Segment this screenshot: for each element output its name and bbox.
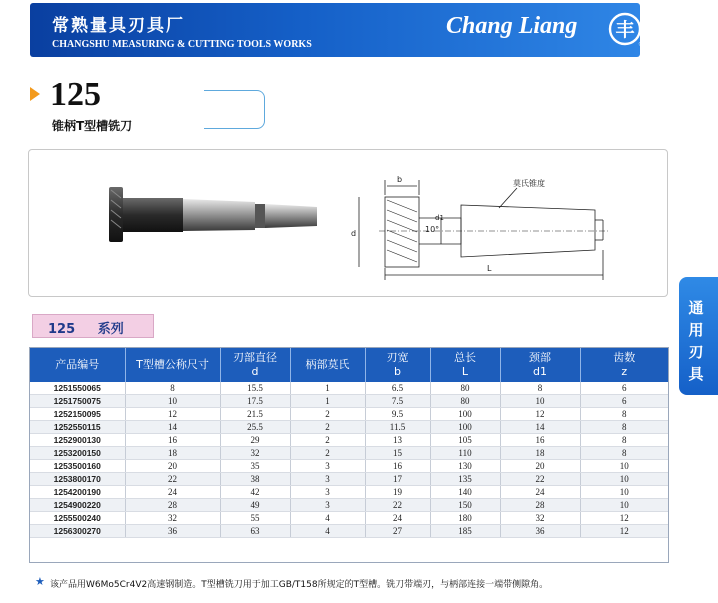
table-cell: 17.5	[220, 395, 290, 408]
table-cell: 12	[500, 408, 580, 421]
column-header-label: 颈部	[529, 351, 551, 364]
table-cell: 28	[125, 499, 220, 512]
product-illustration	[29, 150, 667, 296]
series-number: 125	[48, 322, 76, 337]
table-cell: 15	[365, 447, 430, 460]
footnote-text: 该产品用W6Mo5Cr4V2高速钢制造。T型槽铣刀用于加工GB/T158所规定的T型槽。铣刀带端刃，与柄部连接一端带侧隙角。	[50, 580, 549, 590]
table-cell: 12	[580, 525, 668, 538]
column-header-label: 齿数	[613, 351, 636, 364]
cutter-photo	[109, 187, 317, 242]
column-header-label: 刃宽	[386, 351, 409, 364]
product-code-cell: 1253200150	[30, 447, 125, 460]
table-row	[30, 525, 668, 538]
dim-label-angle: 10°	[425, 225, 440, 234]
table-cell: 1	[290, 395, 365, 408]
table-cell: 12	[580, 512, 668, 525]
table-cell: 8	[125, 382, 220, 395]
table-cell: 1	[290, 382, 365, 395]
product-code-cell: 1253800170	[30, 473, 125, 486]
table-cell: 4	[290, 512, 365, 525]
table-row	[30, 460, 668, 473]
table-cell: 14	[125, 421, 220, 434]
product-code-cell: 1252150095	[30, 408, 125, 421]
morse-taper-label: 莫氏锥度	[513, 179, 545, 188]
table-cell: 22	[125, 473, 220, 486]
dim-label-b: b	[397, 175, 403, 184]
table-cell: 21.5	[220, 408, 290, 421]
product-code-cell: 1252900130	[30, 434, 125, 447]
logo-glyph: 丰	[615, 19, 635, 41]
brand-name: Chang Liang	[446, 13, 578, 39]
table-cell: 16	[500, 434, 580, 447]
table-cell: 36	[500, 525, 580, 538]
column-header-label: 产品编号	[55, 358, 100, 371]
logo-registered-mark: ®	[638, 41, 644, 47]
table-cell: 11.5	[365, 421, 430, 434]
side-tab-char-4: 具	[688, 365, 704, 383]
company-name-en: CHANGSHU MEASURING & CUTTING TOOLS WORKS	[52, 39, 312, 50]
column-header-symbol: z	[621, 365, 628, 378]
table-cell: 10	[580, 460, 668, 473]
column-header-label: 柄部莫氏	[305, 358, 350, 371]
table-cell: 20	[125, 460, 220, 473]
table-cell: 18	[125, 447, 220, 460]
table-cell: 8	[580, 408, 668, 421]
table-cell: 25.5	[220, 421, 290, 434]
table-cell: 150	[430, 499, 500, 512]
table-cell: 6.5	[365, 382, 430, 395]
table-cell: 8	[580, 447, 668, 460]
table-cell: 185	[430, 525, 500, 538]
product-code-cell: 1251550065	[30, 382, 125, 395]
company-logo	[608, 11, 644, 47]
table-cell: 49	[220, 499, 290, 512]
series-text: 系列	[97, 322, 124, 337]
table-cell: 3	[290, 460, 365, 473]
table-cell: 8	[500, 382, 580, 395]
title-bracket-decoration	[204, 90, 265, 129]
table-cell: 24	[500, 486, 580, 499]
table-cell: 135	[430, 473, 500, 486]
column-header	[30, 348, 125, 382]
table-cell: 130	[430, 460, 500, 473]
table-cell: 3	[290, 473, 365, 486]
table-row	[30, 434, 668, 447]
column-header	[365, 348, 430, 382]
table-cell: 12	[125, 408, 220, 421]
product-code-cell: 1251750075	[30, 395, 125, 408]
product-name: 锥柄T型槽铣刀	[52, 119, 133, 133]
table-cell: 22	[365, 499, 430, 512]
table-cell: 8	[580, 434, 668, 447]
table-cell: 27	[365, 525, 430, 538]
table-cell: 110	[430, 447, 500, 460]
table-cell: 15.5	[220, 382, 290, 395]
side-tab-char-2: 用	[688, 321, 704, 339]
title-arrow-icon	[30, 87, 40, 101]
table-cell: 3	[290, 486, 365, 499]
table-cell: 10	[125, 395, 220, 408]
table-cell: 4	[290, 525, 365, 538]
product-code-cell: 1256300270	[30, 525, 125, 538]
table-cell: 20	[500, 460, 580, 473]
table-cell: 10	[580, 499, 668, 512]
table-cell: 2	[290, 408, 365, 421]
series-label	[32, 314, 154, 338]
technical-drawing	[359, 180, 609, 280]
product-code-cell: 1252550115	[30, 421, 125, 434]
table-cell: 80	[430, 395, 500, 408]
column-header-symbol: L	[461, 365, 469, 378]
table-row	[30, 486, 668, 499]
table-cell: 3	[290, 499, 365, 512]
column-header	[290, 348, 365, 382]
product-code-cell: 1254900220	[30, 499, 125, 512]
header-banner	[30, 3, 644, 57]
column-header	[430, 348, 500, 382]
column-header-symbol: d1	[533, 365, 547, 378]
table-row	[30, 473, 668, 486]
table-row	[30, 499, 668, 512]
table-cell: 8	[580, 421, 668, 434]
table-cell: 24	[365, 512, 430, 525]
table-cell: 22	[500, 473, 580, 486]
table-cell: 63	[220, 525, 290, 538]
table-cell: 32	[125, 512, 220, 525]
table-cell: 28	[500, 499, 580, 512]
table-cell: 32	[220, 447, 290, 460]
table-cell: 6	[580, 382, 668, 395]
column-header-label: 刃部直径	[233, 351, 277, 364]
column-header	[220, 348, 290, 382]
table-cell: 10	[580, 473, 668, 486]
table-header-row	[30, 348, 668, 382]
table-cell: 16	[365, 460, 430, 473]
table-cell: 105	[430, 434, 500, 447]
table-row	[30, 421, 668, 434]
column-header	[500, 348, 580, 382]
product-image-panel	[28, 149, 668, 297]
table-cell: 100	[430, 408, 500, 421]
side-category-tab[interactable]	[679, 277, 718, 395]
product-code-cell: 1254200190	[30, 486, 125, 499]
product-number: 125	[50, 76, 101, 113]
table-cell: 42	[220, 486, 290, 499]
table-row	[30, 382, 668, 395]
table-cell: 140	[430, 486, 500, 499]
column-header	[125, 348, 220, 382]
table-cell: 18	[500, 447, 580, 460]
table-cell: 16	[125, 434, 220, 447]
table-cell: 100	[430, 421, 500, 434]
table-cell: 38	[220, 473, 290, 486]
table-cell: 17	[365, 473, 430, 486]
dim-label-d1: d1	[435, 214, 444, 222]
table-cell: 9.5	[365, 408, 430, 421]
table-cell: 2	[290, 434, 365, 447]
side-tab-char-3: 刃	[688, 343, 704, 361]
column-header-label: T型槽公称尺寸	[136, 358, 209, 371]
dim-label-d: d	[351, 229, 357, 238]
side-tab-char-1: 通	[688, 299, 704, 317]
table-cell: 32	[500, 512, 580, 525]
column-header	[580, 348, 668, 382]
table-cell: 2	[290, 447, 365, 460]
table-cell: 19	[365, 486, 430, 499]
table-cell: 10	[500, 395, 580, 408]
product-code-cell: 1253500160	[30, 460, 125, 473]
column-header-symbol: b	[394, 365, 401, 378]
table-cell: 10	[580, 486, 668, 499]
table-cell: 7.5	[365, 395, 430, 408]
spec-table	[29, 347, 669, 563]
table-body	[30, 382, 668, 538]
table-cell: 36	[125, 525, 220, 538]
product-code-cell: 1255500240	[30, 512, 125, 525]
table-cell: 35	[220, 460, 290, 473]
table-cell: 2	[290, 421, 365, 434]
table-cell: 6	[580, 395, 668, 408]
table-row	[30, 408, 668, 421]
table-cell: 13	[365, 434, 430, 447]
table-row	[30, 512, 668, 525]
column-header-label: 总长	[454, 351, 476, 364]
table-row	[30, 395, 668, 408]
dim-label-L: L	[487, 264, 492, 273]
note-star-icon: ★	[35, 575, 45, 588]
table-cell: 80	[430, 382, 500, 395]
table-cell: 29	[220, 434, 290, 447]
table-cell: 14	[500, 421, 580, 434]
company-name-cn: 常熟量具刃具厂	[52, 16, 185, 36]
table-row	[30, 447, 668, 460]
column-header-symbol: d	[251, 365, 259, 378]
table-cell: 180	[430, 512, 500, 525]
table-cell: 55	[220, 512, 290, 525]
table-cell: 24	[125, 486, 220, 499]
